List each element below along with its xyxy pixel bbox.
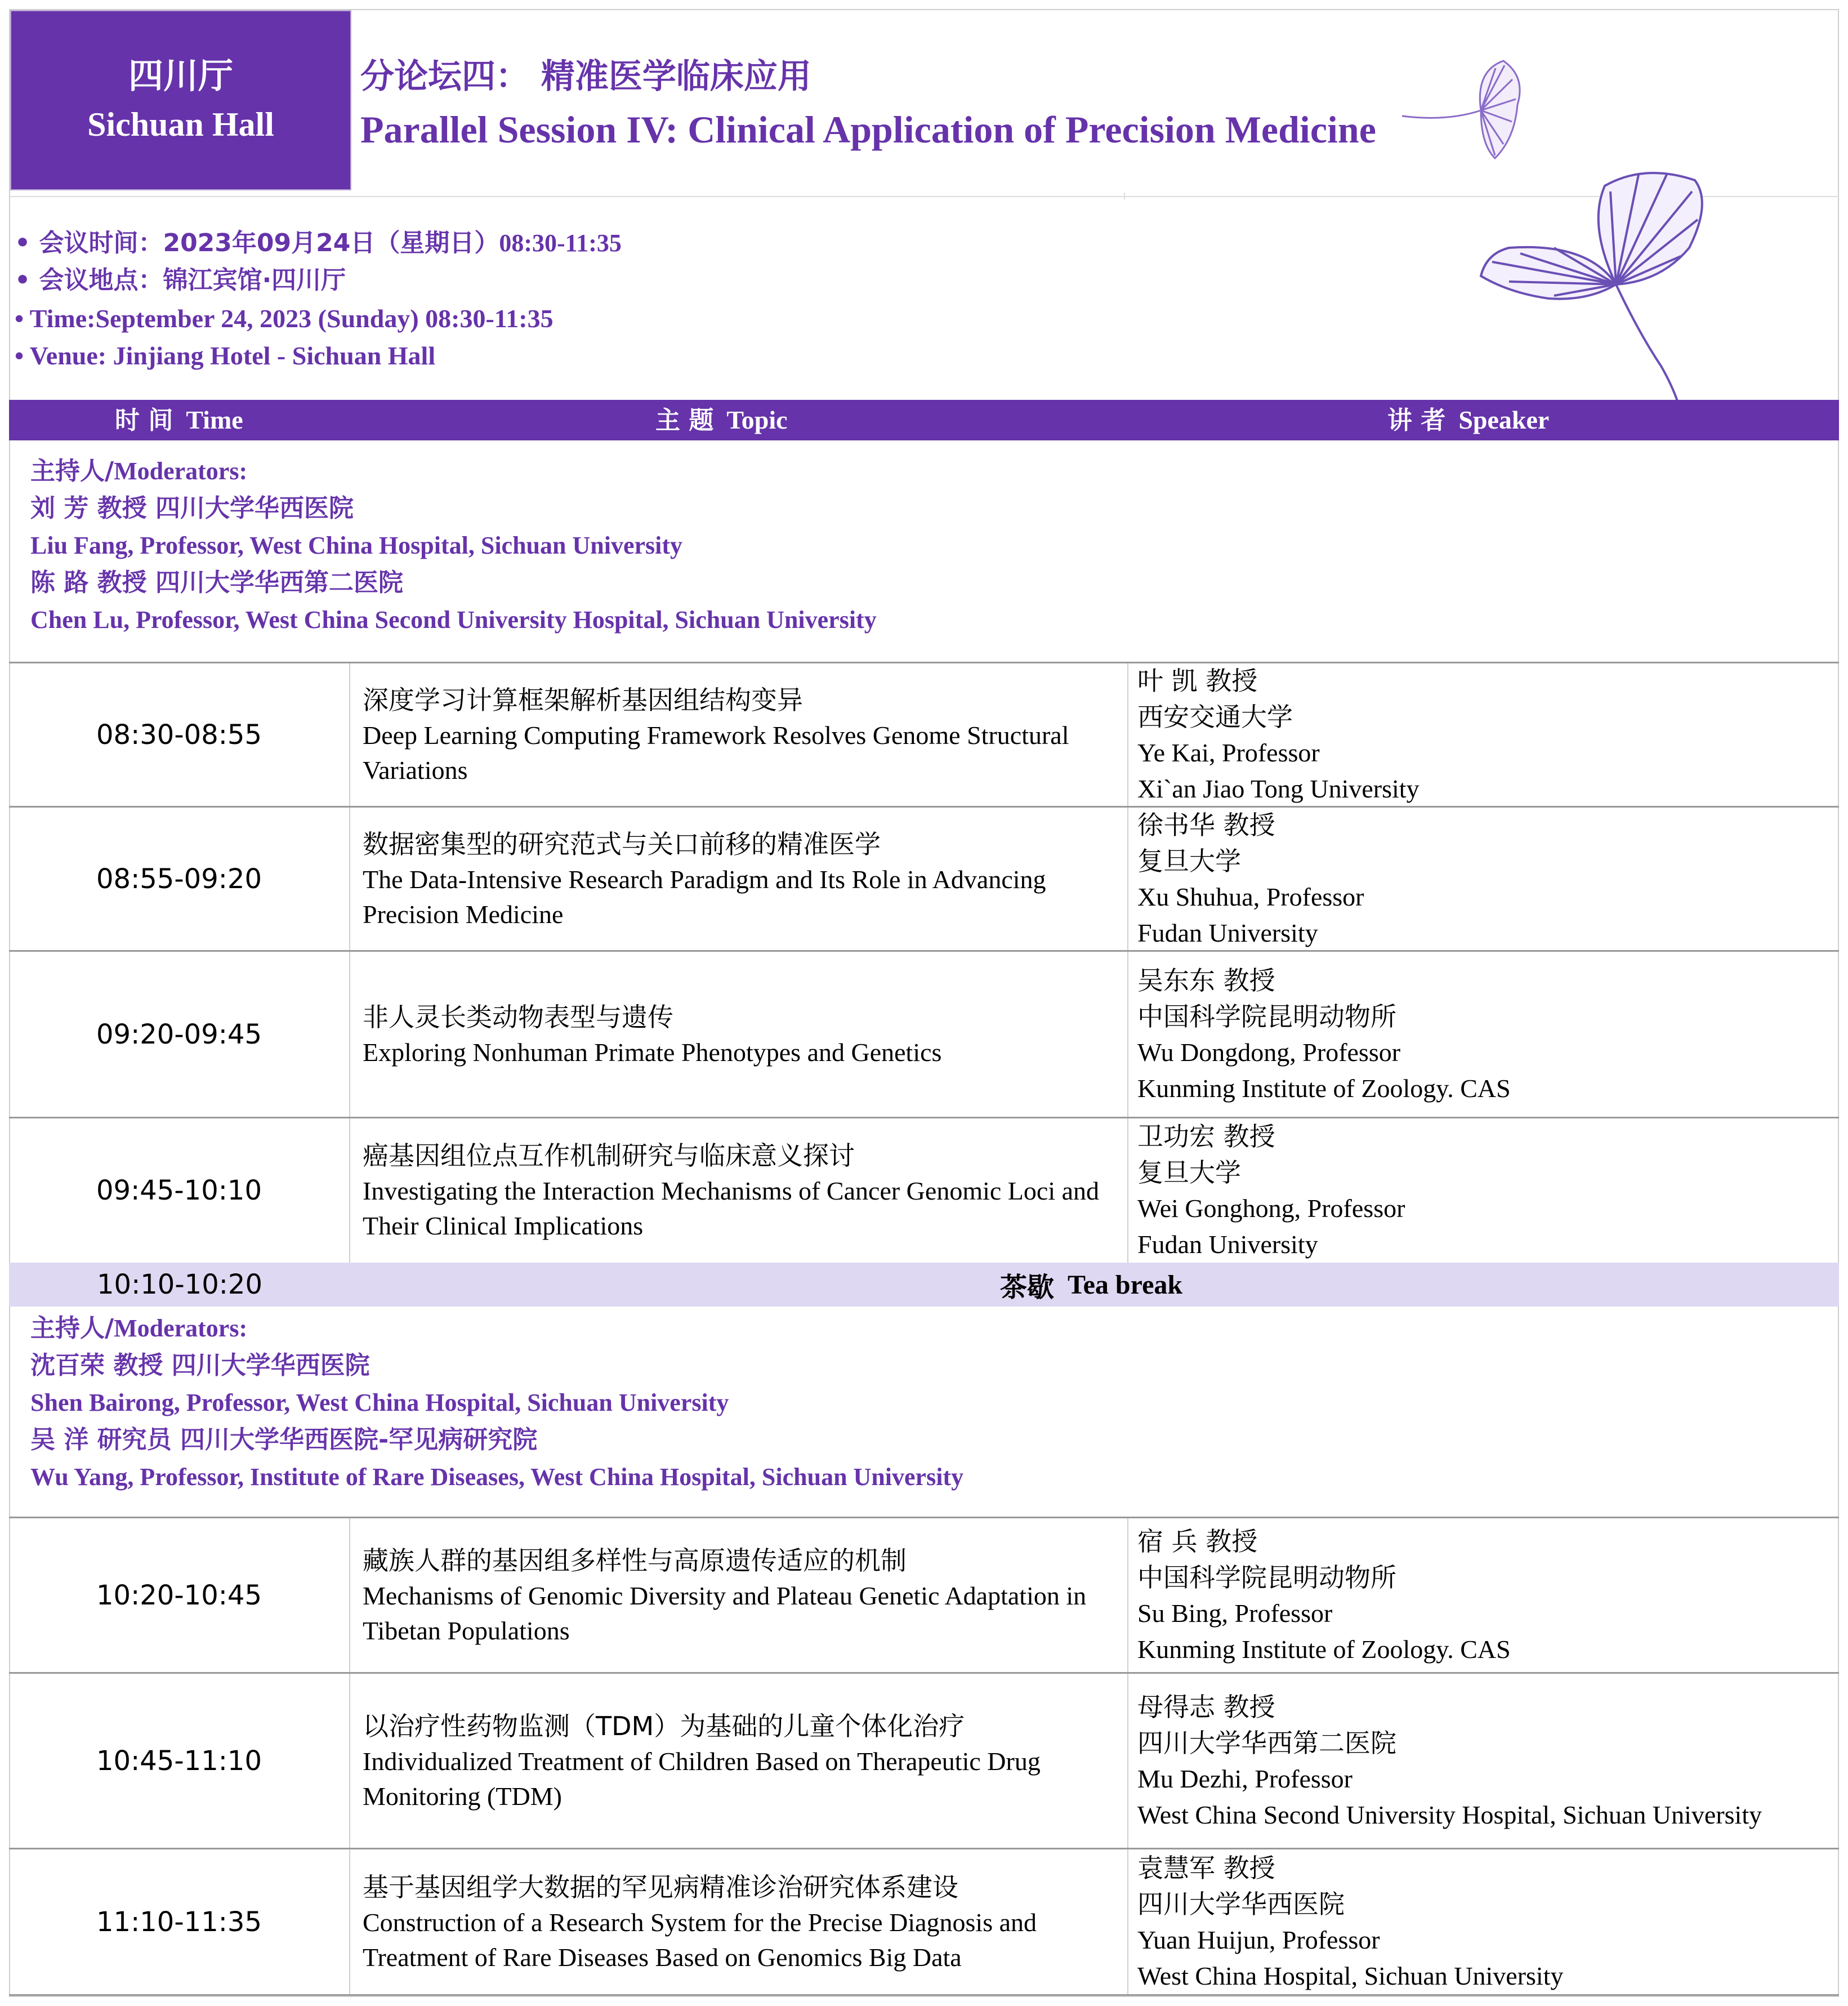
moderator-cn: 刘 芳 教授 四川大学华西医院 <box>30 494 354 523</box>
meeting-venue-en: • Venue: Jinjiang Hotel - Sichuan Hall <box>15 341 436 370</box>
topic-en: Investigating the Interaction Mechanisms of Cancer Genomic Loci and Their Clinical Implications <box>363 1176 1100 1240</box>
speaker-name-cn: 徐书华 教授 <box>1137 809 1275 840</box>
speaker-name-en: Xu Shuhua, Professor <box>1137 882 1364 911</box>
table-row <box>9 1118 1839 1263</box>
speaker-institution-cn: 中国科学院昆明动物所 <box>1137 1562 1396 1593</box>
column-header-topic: 主 题 Topic <box>655 405 788 435</box>
speaker-name-cn: 卫功宏 教授 <box>1137 1121 1275 1152</box>
moderators-label: 主持人/Moderators: <box>30 1314 248 1343</box>
session-topic <box>351 1118 1128 1263</box>
speaker-institution-en: West China Second University Hospital, Sichuan University <box>1137 1800 1762 1829</box>
speaker-institution-en: West China Hospital, Sichuan University <box>1137 1961 1564 1990</box>
column-header-time: 时 间 Time <box>115 405 243 435</box>
session-speaker <box>1130 663 1839 806</box>
divider <box>1124 193 1125 199</box>
speaker-name-cn: 宿 兵 教授 <box>1137 1526 1258 1557</box>
speaker-name-en: Mu Dezhi, Professor <box>1137 1764 1352 1793</box>
session-title-cn: 分论坛四： 精准医学临床应用 <box>360 57 811 96</box>
speaker-institution-cn: 西安交通大学 <box>1137 701 1293 732</box>
session-time: 11:10-11:35 <box>9 1849 350 1994</box>
session-time: 08:55-09:20 <box>9 808 350 950</box>
moderator-cn: 沈百荣 教授 四川大学华西医院 <box>30 1351 370 1380</box>
topic-en: Mechanisms of Genomic Diversity and Plateau Genetic Adaptation in Tibetan Populations <box>363 1581 1087 1645</box>
moderator-cn: 陈 路 教授 四川大学华西第二医院 <box>30 568 403 597</box>
speaker-name-cn: 吴东东 教授 <box>1137 965 1275 996</box>
moderators-label: 主持人/Moderators: <box>30 457 248 485</box>
table-row <box>9 1674 1839 1849</box>
meeting-venue-cn: • 会议地点：锦江宾馆·四川厅 <box>15 266 346 295</box>
speaker-institution-en: Kunming Institute of Zoology. CAS <box>1137 1634 1511 1664</box>
tea-break-row <box>9 1263 1839 1307</box>
moderator-en: Shen Bairong, Professor, West China Hospital, Sichuan University <box>30 1389 729 1416</box>
table-row <box>9 952 1839 1118</box>
speaker-institution-cn: 复旦大学 <box>1137 845 1241 876</box>
topic-en: Construction of a Research System for the Precise Diagnosis and Treatment of Rare Diseases Based on Genomics Big Data <box>363 1907 1037 1972</box>
session-speaker <box>1130 1118 1839 1263</box>
session-time: 10:20-10:45 <box>9 1518 350 1672</box>
topic-cn: 以治疗性药物监测（TDM）为基础的儿童个体化治疗 <box>363 1710 965 1741</box>
session-speaker <box>1130 952 1839 1117</box>
meeting-time-en: • Time:September 24, 2023 (Sunday) 08:30-11:35 <box>15 304 553 333</box>
tea-break-time: 10:10-10:20 <box>97 1269 262 1300</box>
speaker-name-en: Wu Dongdong, Professor <box>1137 1037 1401 1067</box>
hall-banner <box>10 10 351 190</box>
topic-cn: 基于基因组学大数据的罕见病精准诊治研究体系建设 <box>363 1871 958 1902</box>
meeting-hours: 08:30-11:35 <box>499 229 622 257</box>
tea-break-label: 茶歇 Tea break <box>1000 1269 1183 1303</box>
hall-name-en: Sichuan Hall <box>87 106 274 143</box>
session-topic <box>351 1518 1128 1672</box>
speaker-institution-en: Fudan University <box>1137 1230 1318 1259</box>
speaker-name-en: Su Bing, Professor <box>1137 1598 1333 1628</box>
moderators-block <box>9 440 1839 663</box>
table-row <box>9 1849 1839 1996</box>
session-speaker <box>1130 1674 1839 1848</box>
hall-name-cn: 四川厅 <box>128 55 233 96</box>
moderator-cn: 吴 洋 研究员 四川大学华西医院-罕见病研究院 <box>30 1425 538 1454</box>
moderator-en: Chen Lu, Professor, West China Second University Hospital, Sichuan University <box>30 606 877 634</box>
column-header-speaker: 讲 者 Speaker <box>1387 405 1550 435</box>
topic-cn: 深度学习计算框架解析基因组结构变异 <box>363 684 803 715</box>
topic-en: The Data-Intensive Research Paradigm and Its Role in Advancing Precision Medicine <box>363 864 1046 929</box>
speaker-name-en: Wei Gonghong, Professor <box>1137 1194 1405 1223</box>
topic-cn: 藏族人群的基因组多样性与高原遗传适应的机制 <box>363 1545 907 1576</box>
session-time: 10:45-11:10 <box>9 1674 350 1848</box>
speaker-name-en: Yuan Huijun, Professor <box>1137 1925 1380 1954</box>
topic-en: Individualized Treatment of Children Based on Therapeutic Drug Monitoring (TDM) <box>363 1746 1041 1811</box>
topic-cn: 非人灵长类动物表型与遗传 <box>363 1001 673 1032</box>
speaker-name-cn: 叶 凯 教授 <box>1137 665 1258 696</box>
speaker-institution-en: Kunming Institute of Zoology. CAS <box>1137 1073 1511 1103</box>
divider <box>10 196 1839 197</box>
moderator-en: Liu Fang, Professor, West China Hospital, Sichuan University <box>30 532 683 559</box>
speaker-institution-cn: 四川大学华西医院 <box>1137 1888 1345 1919</box>
speaker-name-cn: 袁慧军 教授 <box>1137 1852 1275 1883</box>
session-topic <box>351 952 1128 1117</box>
speaker-name-cn: 母得志 教授 <box>1137 1691 1275 1722</box>
session-time: 09:45-10:10 <box>9 1118 350 1263</box>
meeting-date-cn: 2023年09月24日（星期日） <box>163 229 499 257</box>
topic-en: Deep Learning Computing Framework Resolves Genome Structural Variations <box>363 720 1069 784</box>
session-speaker <box>1130 1849 1839 1994</box>
moderators-block <box>9 1307 1839 1518</box>
speaker-name-en: Ye Kai, Professor <box>1137 738 1320 767</box>
session-title-en: Parallel Session IV: Clinical Application of Precision Medicine <box>360 108 1376 151</box>
table-header <box>9 400 1839 440</box>
meeting-time-cn <box>15 226 622 260</box>
table-row <box>9 663 1839 808</box>
speaker-institution-cn: 四川大学华西第二医院 <box>1137 1727 1396 1758</box>
moderator-en: Wu Yang, Professor, Institute of Rare Diseases, West China Hospital, Sichuan University <box>30 1463 964 1491</box>
speaker-institution-cn: 复旦大学 <box>1137 1157 1241 1188</box>
session-topic <box>351 663 1128 806</box>
session-speaker <box>1130 1518 1839 1672</box>
topic-cn: 数据密集型的研究范式与关口前移的精准医学 <box>363 828 881 859</box>
table-row <box>9 808 1839 952</box>
speaker-institution-en: Fudan University <box>1137 918 1318 947</box>
session-speaker <box>1130 808 1839 950</box>
meeting-time-label: • 会议时间： <box>15 229 163 257</box>
session-time: 09:20-09:45 <box>9 952 350 1117</box>
speaker-institution-en: Xi`an Jiao Tong University <box>1137 774 1420 803</box>
session-topic <box>351 1849 1128 1994</box>
session-time: 08:30-08:55 <box>9 663 350 806</box>
topic-cn: 癌基因组位点互作机制研究与临床意义探讨 <box>363 1140 855 1171</box>
speaker-institution-cn: 中国科学院昆明动物所 <box>1137 1001 1396 1032</box>
table-row <box>9 1518 1839 1674</box>
session-topic <box>351 1674 1128 1848</box>
topic-en: Exploring Nonhuman Primate Phenotypes and Genetics <box>363 1037 942 1067</box>
session-topic <box>351 808 1128 950</box>
